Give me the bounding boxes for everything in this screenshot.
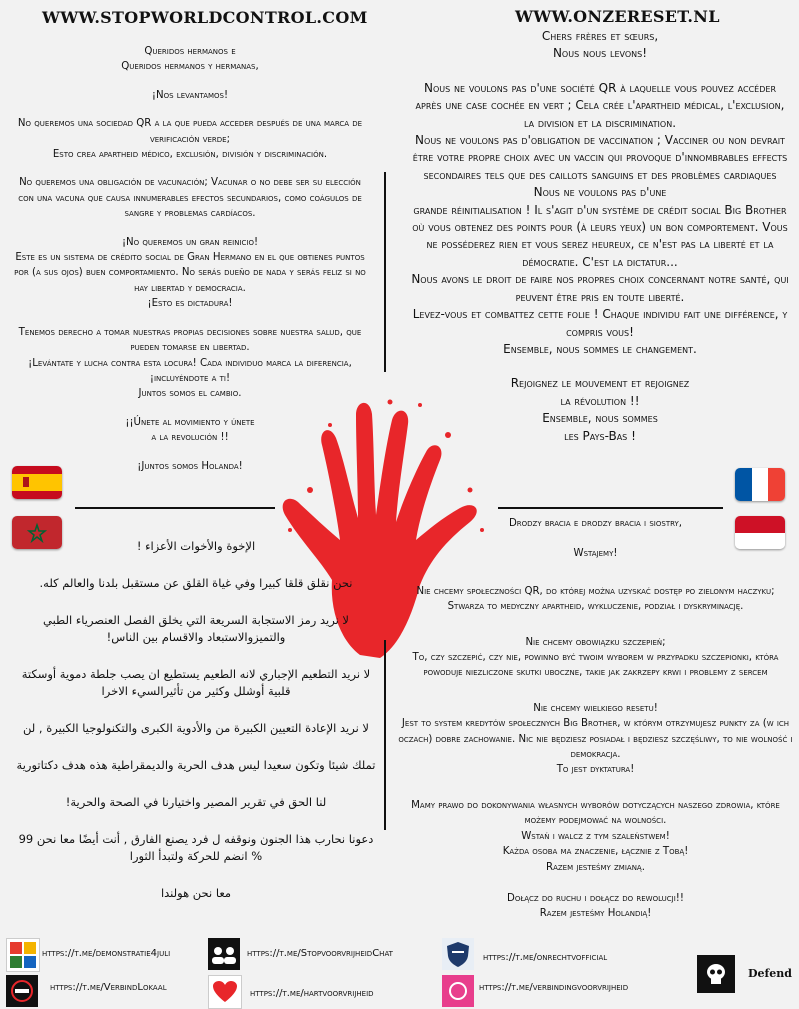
verbinding-logo-icon <box>442 975 474 1007</box>
polish-paragraph: Nie chcemy obowiązku szczepień; To, czy szczepić, czy nie, powinno być twoim wyborem w przypadku szczepionki, która powoduje niezliczone skutki uboczne, takie jak zakrzepy krwi i problemy z sercem <box>412 636 779 679</box>
polish-closing: Dołącz do ruchu i dołącz do rewolucji!! Razem jesteśmy Holandią! <box>507 892 684 920</box>
arabic-text-block <box>12 538 380 922</box>
arabic-paragraph: تملك شيئا وتكون سعيدا ليس هدف الحرية والديمقراطية هذه هدف دكتاتورية <box>16 758 376 772</box>
french-closing: Rejoignez le mouvement et rejoignez la révolution !! Ensemble, nous sommes les Pays-Bas ! <box>510 376 690 443</box>
verbind-lokaal-icon <box>6 975 38 1007</box>
spanish-paragraph: No queremos una sociedad QR a la que pueda acceder después de una marca de verificación verde; Esto crea apartheid médico, exclusión, división y discriminación. <box>17 118 363 161</box>
right-site-title[interactable]: WWW.ONZERESET.NL <box>515 7 720 26</box>
link-hartvoorvrijheid[interactable]: https://t.me/hartvoorvrijheid <box>250 988 374 999</box>
link-stopvoorvrijheid-chat[interactable]: https://t.me/StopvoorvrijheidChat <box>247 948 393 959</box>
arabic-paragraph: لا نريد رمز الاستجابة السريعة التي يخلق الفصل العنصرياء الطبي والتميزوالاستبعاد والاقسام بين الناس! <box>43 613 349 644</box>
link-verbindingvoorvrijheid[interactable]: https://t.me/verbindingvoorvrijheid <box>479 982 629 993</box>
spanish-paragraph: Tenemos derecho a tomar nuestras propias decisiones sobre nuestra salud, que pueden tomarse en libertad. ¡Levántate y lucha contra esta locura! Cada individuo marca la diferencia, ¡incluyéndote a ti! Juntos somos el cambio. <box>18 326 362 400</box>
horizontal-divider-right <box>498 507 723 509</box>
arabic-paragraph: لا نريد الإعادة التعيين الكبيرة من والأدوية الكبرى والتكنولوجيا الكبيرة , لن <box>22 721 369 735</box>
group-chat-icon <box>208 938 240 970</box>
skull-icon <box>697 955 735 993</box>
spanish-closing: ¡Juntos somos Holanda! <box>137 460 243 472</box>
link-verbind-lokaal[interactable]: https://t.me/VerbindLokaal <box>50 982 167 993</box>
link-onrechtvofficial[interactable]: https://t.me/onrechtvofficial <box>483 952 608 963</box>
spanish-paragraph: Queridos hermanos e Queridos hermanos y hermanas, <box>121 46 259 73</box>
arabic-paragraph: الإخوة والأخوات الأعزاء ! <box>136 539 256 553</box>
link-demonstratie[interactable]: https://t.me/demonstratie4juli <box>42 948 171 959</box>
french-paragraph: Nous ne voulons pas d'une grande réinitialisation ! Il s'agit d'un système de crédit social Big Brother où vous obtenez des points pour (à leurs yeux) un bon comportement. Vous ne posséderez rien et vous serez heureux, ce n'est pas la liberté et la démocratie. C'est la dictatur... <box>412 185 788 269</box>
morocco-flag <box>12 516 62 549</box>
spanish-paragraph: ¡Nos levantamos! <box>151 89 229 101</box>
arabic-closing: معا نحن هولندا <box>160 886 232 900</box>
french-paragraph: Nous avons le droit de faire nos propres choix concernant notre santé, qui peuvent être pris en toute liberté. Levez-vous et combattez cette folie ! Chaque individu fait une différence, y compris vous! Ensemble, nous sommes le changement. <box>411 272 789 356</box>
arabic-paragraph: دعونا نحارب هذا الجنون ونوقفه ل فرد يصنع الفارق , أنت أيضًا معا نحن 99 % انضم للحركة ولتبدأ الثورا <box>18 832 374 863</box>
polish-text-block <box>398 516 793 935</box>
arabic-paragraph: لنا الحق في تقرير المصير واختيارنا في الصحة والحرية! <box>65 795 327 809</box>
polish-paragraph: Wstajemy! <box>573 548 618 560</box>
french-text-block <box>410 28 790 445</box>
spanish-paragraph: No queremos una obligación de vacunación; Vacunar o no debe ser su elección con una vacuna que causa innumerables efectos secundarios, como coágulos de sangre y problemas cardíacos. <box>18 177 362 220</box>
spanish-paragraph: ¡¡Únete al movimiento y únete a la revolución !! <box>125 416 255 444</box>
indonesia-flag <box>735 516 785 549</box>
polish-paragraph: Nie chcemy wielkiego resetu! Jest to system kredytów społecznych Big Brother, w którym otrzymujesz punkty za (w ich oczach) dobre zachowanie. Nic nie będziesz posiadał i będziesz szczęśliwy, to nie wolność i demokracja. To jest dyktatura! <box>398 702 793 776</box>
vertical-divider-top <box>384 172 386 372</box>
french-paragraph: Nous ne voulons pas d'une société QR à laquelle vous pouvez accéder après une case cochée en vert ; Cela crée l'apartheid médical, l'exclusion, la division et la discrimination. <box>415 80 785 130</box>
polish-paragraph: Mamy prawo do dokonywania własnych wyborów dotyczących naszego zdrowia, które możemy podejmować na wolności. Wstań i walcz z tym szaleństwem! Każda osoba ma znaczenie, łącznie z Tobą! Razem jesteśmy zmianą. <box>411 799 780 873</box>
spain-flag <box>12 466 62 499</box>
shield-icon <box>442 938 474 970</box>
vertical-divider-bottom <box>384 640 386 830</box>
polish-paragraph: Drodzy bracia e drodzy bracia i siostry, <box>508 518 683 529</box>
french-paragraph: Nous ne voulons pas d'obligation de vaccination ; Vacciner ou non devrait être votre propre choix avec un vaccin qui provoque d'innombrables effects secondaires tels que des caillots sanguins et des problèmes cardiaques <box>412 133 788 182</box>
french-paragraph: Chers frères et sœurs, Nous nous levons! <box>541 29 659 61</box>
defend-label[interactable]: Defend <box>748 967 792 980</box>
arabic-paragraph: نحن نقلق قلقا كبيرا وفي غياة القلق عن مستقبل بلدنا والعالم كله. <box>39 576 353 590</box>
heart-icon <box>208 975 242 1009</box>
demonstratie-logo-icon <box>6 938 40 972</box>
spanish-text-block <box>10 44 370 487</box>
horizontal-divider-left <box>75 507 275 509</box>
arabic-paragraph: لا نريد التطعيم الإجباري لانه الطعيم يستطيع ان يصب جلطة دموية أوسكتة قلبية أوشلل وكثير من تأثيرالسيء الاخرا <box>21 667 371 698</box>
left-site-title[interactable]: WWW.STOPWORLDCONTROL.COM <box>42 8 368 27</box>
polish-paragraph: Nie chcemy społeczności QR, do której można uzyskać dostęp po zielonym haczyku; Stwarza to medyczny apartheid, wykluczenie, podział i dyskryminację. <box>416 585 775 613</box>
spanish-paragraph: ¡No queremos un gran reinicio! Este es un sistema de crédito social de Gran Hermano en el que obtienes puntos por (a sus ojos) buen comportamiento. No serás dueño de nada y serás feliz si no hay libertad y democracia. ¡Esto es dictadura! <box>14 236 366 310</box>
france-flag <box>735 468 785 501</box>
